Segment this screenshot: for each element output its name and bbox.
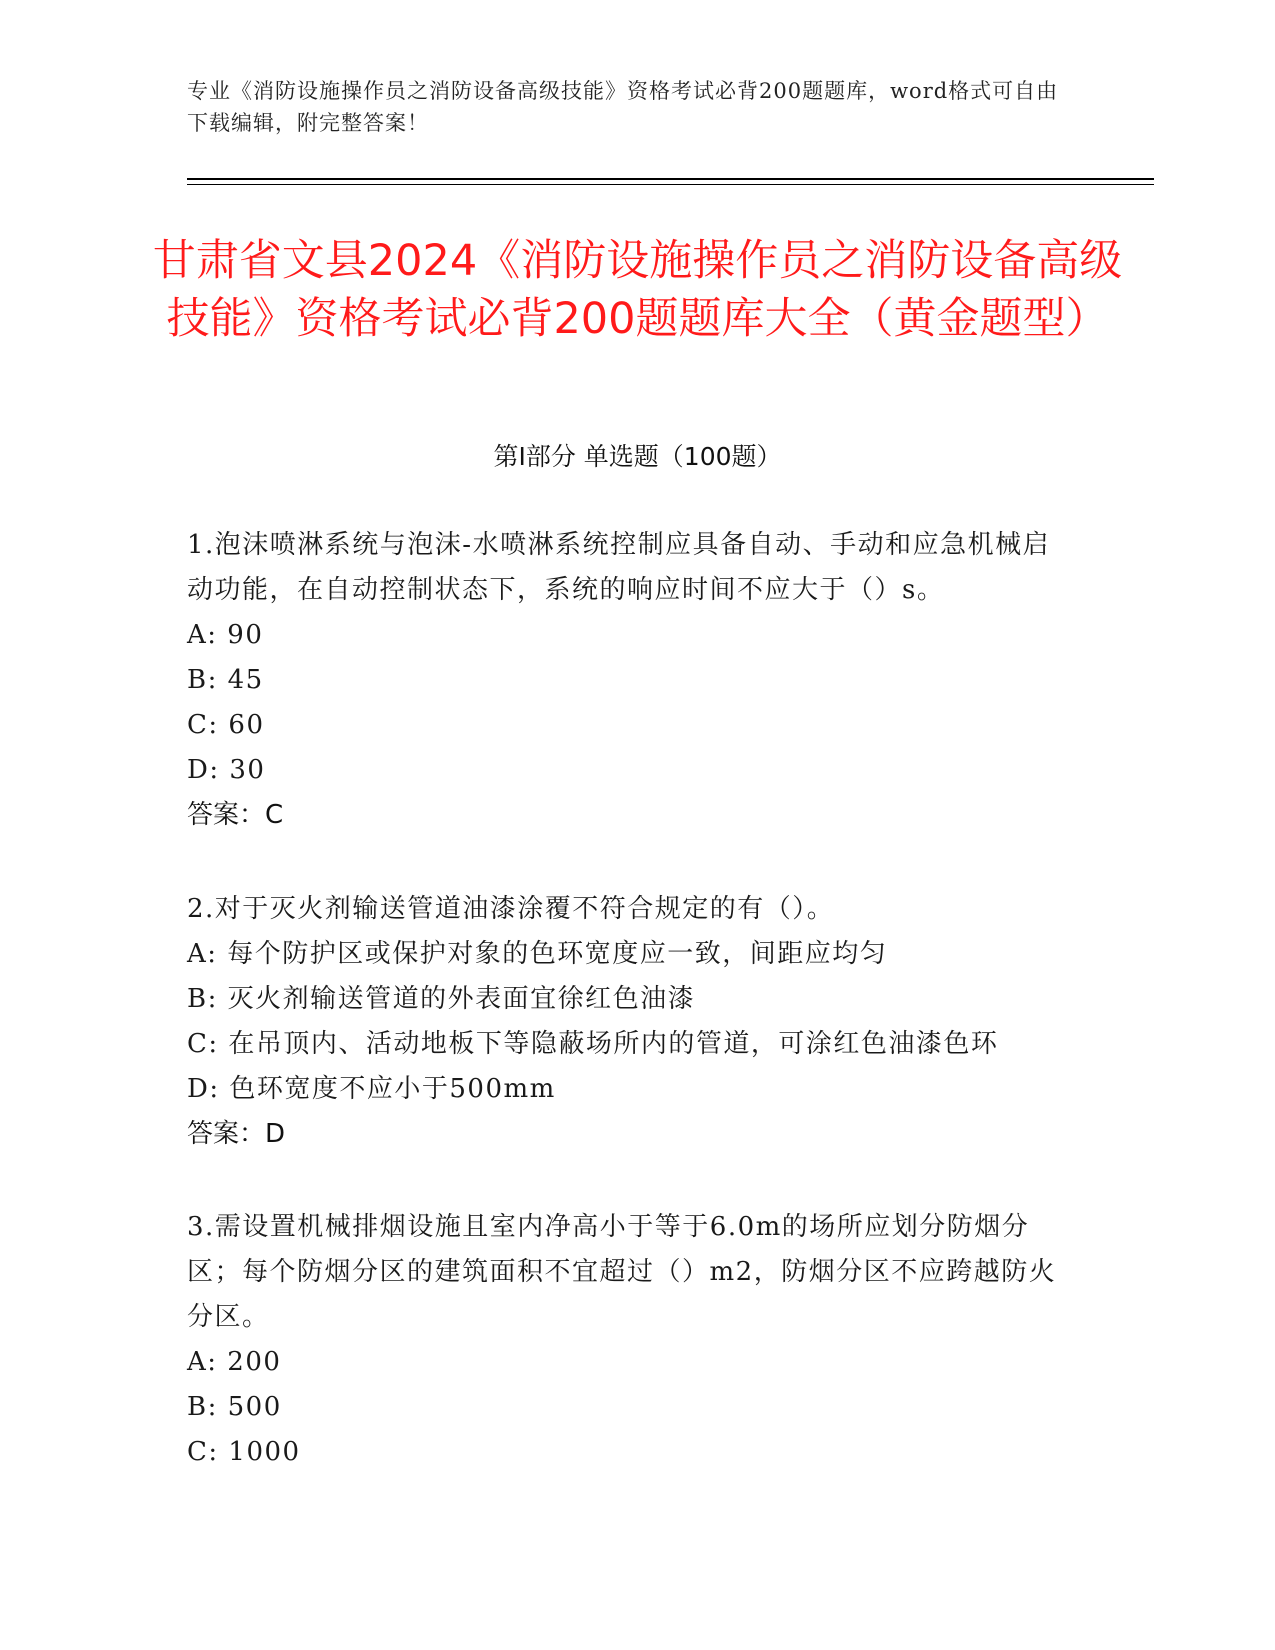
option-d: D: 30 (187, 755, 266, 785)
option-c: C: 1000 (187, 1437, 301, 1467)
question-text: 2.对于灭火剂输送管道油漆涂覆不符合规定的有（）。 (187, 894, 835, 924)
option-c: C: 在吊顶内、活动地板下等隐蔽场所内的管道，可涂红色油漆色环 (187, 1029, 999, 1059)
option-a: A: 90 (187, 620, 264, 650)
option-a: A: 200 (187, 1347, 282, 1377)
option-a: A: 每个防护区或保护对象的色环宽度应一致，间距应均匀 (187, 939, 888, 969)
option-c: C: 60 (187, 710, 265, 740)
option-d: D: 色环宽度不应小于500mm (187, 1074, 556, 1104)
option-b: B: 灭火剂输送管道的外表面宜徐红色油漆 (187, 984, 696, 1014)
answer: 答案：D (187, 1119, 286, 1149)
header-divider-thin (187, 184, 1154, 185)
section-heading: 第I部分 单选题（100题） (493, 442, 782, 471)
option-b: B: 45 (187, 665, 264, 695)
option-b: B: 500 (187, 1392, 282, 1422)
document-title: 甘肃省文县2024《消防设施操作员之消防设备高级技能》资格考试必背200题题库大全（黄金题型） (152, 236, 1123, 344)
question-text: 1.泡沫喷淋系统与泡沫-水喷淋系统控制应具备自动、手动和应急机械启动功能，在自动控制状态下，系统的响应时间不应大于（）s。 (187, 530, 1051, 605)
question-text: 3.需设置机械排烟设施且室内净高小于等于6.0m的场所应划分防烟分区；每个防烟分区的建筑面积不宜超过（）m2，防烟分区不应跨越防火分区。 (187, 1212, 1057, 1332)
answer: 答案：C (187, 800, 284, 830)
header-note: 专业《消防设施操作员之消防设备高级技能》资格考试必背200题题库，word格式可自由下载编辑，附完整答案！ (187, 79, 1059, 135)
question-2 (187, 887, 1077, 1157)
header-divider-thick (187, 178, 1154, 180)
question-1 (187, 523, 1077, 838)
question-3 (187, 1205, 1077, 1475)
